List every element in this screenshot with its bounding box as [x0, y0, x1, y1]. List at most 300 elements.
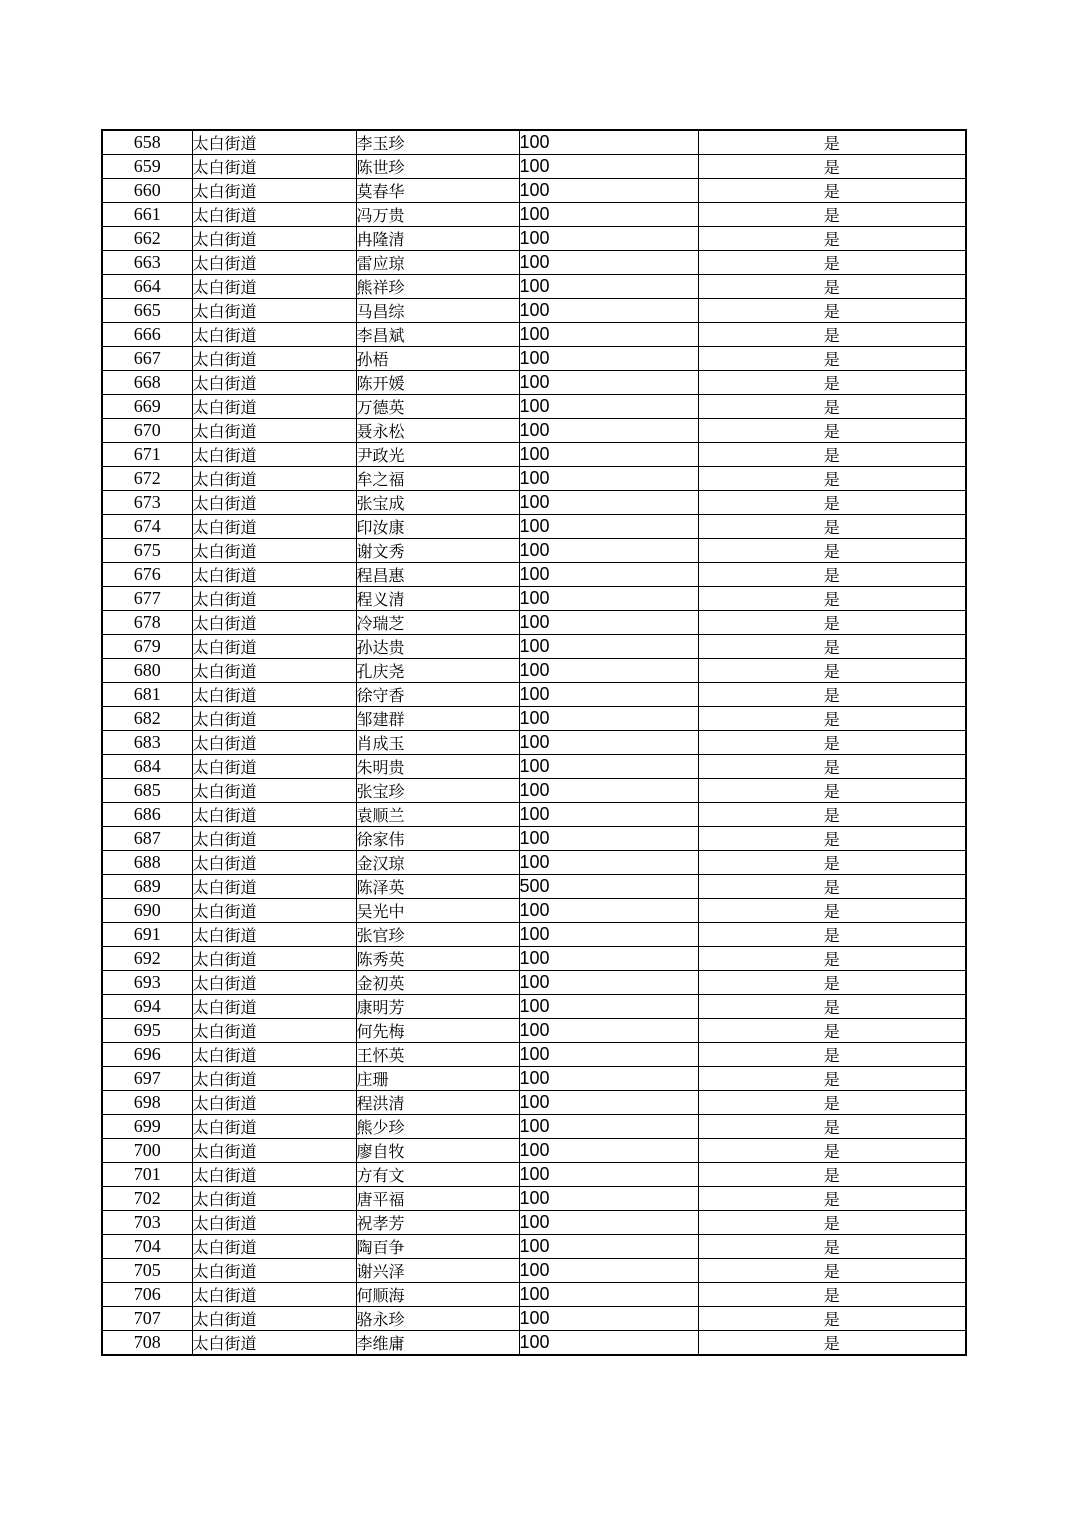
cell-confirmed: 是	[698, 899, 966, 923]
cell-street: 太白街道	[192, 443, 356, 467]
cell-row-number: 705	[102, 1259, 192, 1283]
cell-amount: 100	[519, 251, 698, 275]
cell-row-number: 680	[102, 659, 192, 683]
table-row	[102, 875, 966, 899]
cell-person-name: 吴光中	[356, 899, 519, 923]
roster-table-body	[102, 130, 966, 1355]
cell-person-name: 谢文秀	[356, 539, 519, 563]
cell-confirmed: 是	[698, 803, 966, 827]
cell-confirmed: 是	[698, 635, 966, 659]
cell-amount: 100	[519, 707, 698, 731]
cell-person-name: 尹政光	[356, 443, 519, 467]
cell-amount: 100	[519, 155, 698, 179]
cell-person-name: 孙梧	[356, 347, 519, 371]
table-row	[102, 995, 966, 1019]
cell-confirmed: 是	[698, 755, 966, 779]
cell-amount: 100	[519, 1211, 698, 1235]
cell-person-name: 肖成玉	[356, 731, 519, 755]
cell-street: 太白街道	[192, 875, 356, 899]
cell-row-number: 695	[102, 1019, 192, 1043]
table-row	[102, 1115, 966, 1139]
cell-amount: 100	[519, 371, 698, 395]
cell-row-number: 698	[102, 1091, 192, 1115]
cell-person-name: 何顺海	[356, 1283, 519, 1307]
cell-confirmed: 是	[698, 251, 966, 275]
cell-person-name: 邹建群	[356, 707, 519, 731]
cell-row-number: 686	[102, 803, 192, 827]
cell-confirmed: 是	[698, 731, 966, 755]
table-row	[102, 130, 966, 155]
table-row	[102, 251, 966, 275]
cell-street: 太白街道	[192, 1307, 356, 1331]
cell-street: 太白街道	[192, 731, 356, 755]
cell-row-number: 687	[102, 827, 192, 851]
cell-row-number: 688	[102, 851, 192, 875]
cell-street: 太白街道	[192, 155, 356, 179]
cell-person-name: 张宝珍	[356, 779, 519, 803]
table-row	[102, 395, 966, 419]
cell-confirmed: 是	[698, 419, 966, 443]
cell-amount: 100	[519, 443, 698, 467]
cell-amount: 100	[519, 1163, 698, 1187]
cell-amount: 100	[519, 1115, 698, 1139]
cell-street: 太白街道	[192, 467, 356, 491]
cell-confirmed: 是	[698, 347, 966, 371]
cell-person-name: 冉隆清	[356, 227, 519, 251]
cell-street: 太白街道	[192, 1211, 356, 1235]
cell-row-number: 684	[102, 755, 192, 779]
table-row	[102, 1139, 966, 1163]
table-row	[102, 371, 966, 395]
cell-street: 太白街道	[192, 947, 356, 971]
cell-confirmed: 是	[698, 1139, 966, 1163]
cell-confirmed: 是	[698, 1211, 966, 1235]
table-row	[102, 1019, 966, 1043]
cell-amount: 100	[519, 971, 698, 995]
cell-confirmed: 是	[698, 539, 966, 563]
cell-amount: 100	[519, 515, 698, 539]
cell-amount: 100	[519, 611, 698, 635]
cell-row-number: 703	[102, 1211, 192, 1235]
cell-street: 太白街道	[192, 371, 356, 395]
cell-confirmed: 是	[698, 1307, 966, 1331]
cell-amount: 100	[519, 491, 698, 515]
cell-street: 太白街道	[192, 779, 356, 803]
cell-row-number: 702	[102, 1187, 192, 1211]
cell-row-number: 690	[102, 899, 192, 923]
cell-street: 太白街道	[192, 419, 356, 443]
cell-confirmed: 是	[698, 875, 966, 899]
cell-confirmed: 是	[698, 467, 966, 491]
cell-person-name: 陈开媛	[356, 371, 519, 395]
cell-street: 太白街道	[192, 275, 356, 299]
table-row	[102, 635, 966, 659]
cell-amount: 100	[519, 467, 698, 491]
table-row	[102, 491, 966, 515]
cell-confirmed: 是	[698, 155, 966, 179]
table-row	[102, 827, 966, 851]
cell-street: 太白街道	[192, 203, 356, 227]
cell-person-name: 熊祥珍	[356, 275, 519, 299]
cell-row-number: 692	[102, 947, 192, 971]
cell-street: 太白街道	[192, 611, 356, 635]
cell-confirmed: 是	[698, 1235, 966, 1259]
cell-confirmed: 是	[698, 587, 966, 611]
cell-confirmed: 是	[698, 683, 966, 707]
cell-confirmed: 是	[698, 515, 966, 539]
table-row	[102, 179, 966, 203]
cell-amount: 100	[519, 683, 698, 707]
cell-person-name: 马昌综	[356, 299, 519, 323]
table-row	[102, 683, 966, 707]
cell-confirmed: 是	[698, 179, 966, 203]
table-row	[102, 299, 966, 323]
cell-row-number: 689	[102, 875, 192, 899]
cell-row-number: 672	[102, 467, 192, 491]
cell-amount: 100	[519, 899, 698, 923]
cell-street: 太白街道	[192, 1187, 356, 1211]
cell-amount: 100	[519, 1043, 698, 1067]
table-row	[102, 851, 966, 875]
cell-confirmed: 是	[698, 227, 966, 251]
cell-person-name: 庄珊	[356, 1067, 519, 1091]
cell-row-number: 674	[102, 515, 192, 539]
table-row	[102, 515, 966, 539]
cell-street: 太白街道	[192, 1163, 356, 1187]
cell-row-number: 706	[102, 1283, 192, 1307]
cell-row-number: 666	[102, 323, 192, 347]
cell-row-number: 681	[102, 683, 192, 707]
cell-row-number: 700	[102, 1139, 192, 1163]
cell-row-number: 691	[102, 923, 192, 947]
cell-amount: 100	[519, 755, 698, 779]
cell-confirmed: 是	[698, 1331, 966, 1356]
table-row	[102, 443, 966, 467]
table-row	[102, 899, 966, 923]
cell-person-name: 莫春华	[356, 179, 519, 203]
cell-amount: 100	[519, 347, 698, 371]
cell-amount: 100	[519, 587, 698, 611]
cell-row-number: 699	[102, 1115, 192, 1139]
cell-person-name: 陈泽英	[356, 875, 519, 899]
cell-row-number: 673	[102, 491, 192, 515]
cell-street: 太白街道	[192, 587, 356, 611]
cell-row-number: 662	[102, 227, 192, 251]
table-row	[102, 1043, 966, 1067]
table-row	[102, 419, 966, 443]
cell-amount: 100	[519, 1187, 698, 1211]
cell-row-number: 669	[102, 395, 192, 419]
cell-amount: 100	[519, 995, 698, 1019]
cell-confirmed: 是	[698, 659, 966, 683]
cell-person-name: 朱明贵	[356, 755, 519, 779]
table-row	[102, 971, 966, 995]
cell-amount: 100	[519, 1235, 698, 1259]
cell-street: 太白街道	[192, 803, 356, 827]
cell-confirmed: 是	[698, 1091, 966, 1115]
cell-street: 太白街道	[192, 130, 356, 155]
cell-amount: 100	[519, 803, 698, 827]
cell-amount: 100	[519, 563, 698, 587]
table-row	[102, 1259, 966, 1283]
cell-person-name: 骆永珍	[356, 1307, 519, 1331]
cell-row-number: 693	[102, 971, 192, 995]
table-row	[102, 203, 966, 227]
table-row	[102, 539, 966, 563]
cell-row-number: 701	[102, 1163, 192, 1187]
cell-person-name: 程昌惠	[356, 563, 519, 587]
table-row	[102, 587, 966, 611]
cell-street: 太白街道	[192, 1283, 356, 1307]
cell-confirmed: 是	[698, 299, 966, 323]
cell-street: 太白街道	[192, 515, 356, 539]
cell-confirmed: 是	[698, 1019, 966, 1043]
cell-row-number: 704	[102, 1235, 192, 1259]
table-row	[102, 467, 966, 491]
cell-row-number: 658	[102, 130, 192, 155]
cell-confirmed: 是	[698, 851, 966, 875]
table-row	[102, 1091, 966, 1115]
cell-amount: 100	[519, 1019, 698, 1043]
cell-row-number: 660	[102, 179, 192, 203]
cell-confirmed: 是	[698, 395, 966, 419]
cell-amount: 100	[519, 731, 698, 755]
cell-street: 太白街道	[192, 227, 356, 251]
table-row	[102, 227, 966, 251]
cell-person-name: 程洪清	[356, 1091, 519, 1115]
cell-confirmed: 是	[698, 323, 966, 347]
cell-person-name: 牟之福	[356, 467, 519, 491]
cell-confirmed: 是	[698, 779, 966, 803]
table-row	[102, 1307, 966, 1331]
cell-amount: 100	[519, 851, 698, 875]
cell-person-name: 袁顺兰	[356, 803, 519, 827]
cell-street: 太白街道	[192, 539, 356, 563]
cell-amount: 100	[519, 1139, 698, 1163]
cell-person-name: 何先梅	[356, 1019, 519, 1043]
cell-amount: 100	[519, 1331, 698, 1356]
cell-amount: 100	[519, 275, 698, 299]
cell-row-number: 677	[102, 587, 192, 611]
cell-person-name: 冯万贵	[356, 203, 519, 227]
cell-street: 太白街道	[192, 1043, 356, 1067]
cell-row-number: 678	[102, 611, 192, 635]
cell-amount: 100	[519, 227, 698, 251]
cell-person-name: 万德英	[356, 395, 519, 419]
cell-street: 太白街道	[192, 347, 356, 371]
cell-person-name: 李维庸	[356, 1331, 519, 1356]
cell-confirmed: 是	[698, 203, 966, 227]
cell-person-name: 祝孝芳	[356, 1211, 519, 1235]
cell-row-number: 694	[102, 995, 192, 1019]
cell-street: 太白街道	[192, 1019, 356, 1043]
cell-person-name: 徐守香	[356, 683, 519, 707]
cell-confirmed: 是	[698, 1067, 966, 1091]
cell-row-number: 696	[102, 1043, 192, 1067]
cell-street: 太白街道	[192, 659, 356, 683]
cell-row-number: 671	[102, 443, 192, 467]
cell-amount: 100	[519, 203, 698, 227]
cell-person-name: 谢兴泽	[356, 1259, 519, 1283]
cell-confirmed: 是	[698, 563, 966, 587]
cell-street: 太白街道	[192, 899, 356, 923]
table-row	[102, 323, 966, 347]
cell-person-name: 康明芳	[356, 995, 519, 1019]
cell-person-name: 金初英	[356, 971, 519, 995]
cell-person-name: 陈世珍	[356, 155, 519, 179]
cell-person-name: 李玉珍	[356, 130, 519, 155]
cell-street: 太白街道	[192, 1115, 356, 1139]
cell-confirmed: 是	[698, 995, 966, 1019]
cell-street: 太白街道	[192, 683, 356, 707]
roster-table	[101, 129, 967, 1356]
cell-row-number: 668	[102, 371, 192, 395]
cell-amount: 100	[519, 539, 698, 563]
cell-row-number: 675	[102, 539, 192, 563]
cell-confirmed: 是	[698, 130, 966, 155]
table-row	[102, 755, 966, 779]
cell-amount: 100	[519, 179, 698, 203]
table-row	[102, 275, 966, 299]
cell-amount: 100	[519, 923, 698, 947]
cell-confirmed: 是	[698, 275, 966, 299]
cell-person-name: 张宝成	[356, 491, 519, 515]
cell-amount: 100	[519, 130, 698, 155]
cell-person-name: 陈秀英	[356, 947, 519, 971]
cell-row-number: 670	[102, 419, 192, 443]
cell-street: 太白街道	[192, 1091, 356, 1115]
cell-street: 太白街道	[192, 563, 356, 587]
cell-person-name: 张官珍	[356, 923, 519, 947]
table-row	[102, 563, 966, 587]
cell-street: 太白街道	[192, 1067, 356, 1091]
cell-amount: 100	[519, 323, 698, 347]
cell-street: 太白街道	[192, 755, 356, 779]
cell-person-name: 程义清	[356, 587, 519, 611]
table-row	[102, 1187, 966, 1211]
cell-row-number: 659	[102, 155, 192, 179]
table-row	[102, 923, 966, 947]
cell-amount: 100	[519, 827, 698, 851]
cell-row-number: 708	[102, 1331, 192, 1356]
cell-street: 太白街道	[192, 395, 356, 419]
cell-person-name: 聂永松	[356, 419, 519, 443]
cell-row-number: 667	[102, 347, 192, 371]
table-row	[102, 779, 966, 803]
cell-person-name: 印汝康	[356, 515, 519, 539]
cell-row-number: 661	[102, 203, 192, 227]
table-row	[102, 1235, 966, 1259]
cell-person-name: 陶百争	[356, 1235, 519, 1259]
cell-row-number: 663	[102, 251, 192, 275]
cell-person-name: 孙达贵	[356, 635, 519, 659]
table-row	[102, 659, 966, 683]
cell-confirmed: 是	[698, 947, 966, 971]
cell-street: 太白街道	[192, 1259, 356, 1283]
cell-person-name: 冷瑞芝	[356, 611, 519, 635]
cell-row-number: 679	[102, 635, 192, 659]
cell-row-number: 665	[102, 299, 192, 323]
cell-amount: 100	[519, 395, 698, 419]
table-row	[102, 707, 966, 731]
cell-street: 太白街道	[192, 827, 356, 851]
cell-row-number: 664	[102, 275, 192, 299]
table-row	[102, 803, 966, 827]
cell-confirmed: 是	[698, 923, 966, 947]
cell-person-name: 熊少珍	[356, 1115, 519, 1139]
cell-confirmed: 是	[698, 1283, 966, 1307]
cell-street: 太白街道	[192, 1139, 356, 1163]
cell-amount: 100	[519, 635, 698, 659]
cell-row-number: 707	[102, 1307, 192, 1331]
cell-amount: 100	[519, 419, 698, 443]
cell-confirmed: 是	[698, 1163, 966, 1187]
cell-row-number: 683	[102, 731, 192, 755]
cell-street: 太白街道	[192, 851, 356, 875]
cell-person-name: 孔庆尧	[356, 659, 519, 683]
cell-street: 太白街道	[192, 251, 356, 275]
cell-person-name: 徐家伟	[356, 827, 519, 851]
cell-amount: 100	[519, 947, 698, 971]
cell-amount: 100	[519, 1259, 698, 1283]
cell-street: 太白街道	[192, 323, 356, 347]
table-row	[102, 347, 966, 371]
table-row	[102, 1211, 966, 1235]
table-row	[102, 1331, 966, 1356]
cell-row-number: 685	[102, 779, 192, 803]
cell-person-name: 方有文	[356, 1163, 519, 1187]
cell-amount: 100	[519, 1067, 698, 1091]
table-row	[102, 1163, 966, 1187]
cell-confirmed: 是	[698, 827, 966, 851]
cell-confirmed: 是	[698, 1043, 966, 1067]
cell-street: 太白街道	[192, 299, 356, 323]
cell-street: 太白街道	[192, 1235, 356, 1259]
cell-amount: 100	[519, 299, 698, 323]
cell-confirmed: 是	[698, 1259, 966, 1283]
cell-street: 太白街道	[192, 179, 356, 203]
cell-amount: 500	[519, 875, 698, 899]
cell-amount: 100	[519, 1307, 698, 1331]
table-row	[102, 731, 966, 755]
cell-person-name: 廖自牧	[356, 1139, 519, 1163]
table-row	[102, 155, 966, 179]
cell-person-name: 唐平福	[356, 1187, 519, 1211]
cell-confirmed: 是	[698, 1187, 966, 1211]
table-row	[102, 1283, 966, 1307]
cell-confirmed: 是	[698, 443, 966, 467]
cell-person-name: 李昌斌	[356, 323, 519, 347]
cell-row-number: 697	[102, 1067, 192, 1091]
cell-confirmed: 是	[698, 1115, 966, 1139]
cell-street: 太白街道	[192, 1331, 356, 1356]
cell-amount: 100	[519, 1091, 698, 1115]
cell-confirmed: 是	[698, 491, 966, 515]
cell-confirmed: 是	[698, 707, 966, 731]
table-row	[102, 1067, 966, 1091]
table-row	[102, 947, 966, 971]
cell-confirmed: 是	[698, 371, 966, 395]
cell-amount: 100	[519, 659, 698, 683]
cell-street: 太白街道	[192, 923, 356, 947]
cell-amount: 100	[519, 779, 698, 803]
cell-amount: 100	[519, 1283, 698, 1307]
cell-street: 太白街道	[192, 995, 356, 1019]
cell-street: 太白街道	[192, 635, 356, 659]
cell-confirmed: 是	[698, 611, 966, 635]
cell-confirmed: 是	[698, 971, 966, 995]
cell-street: 太白街道	[192, 971, 356, 995]
